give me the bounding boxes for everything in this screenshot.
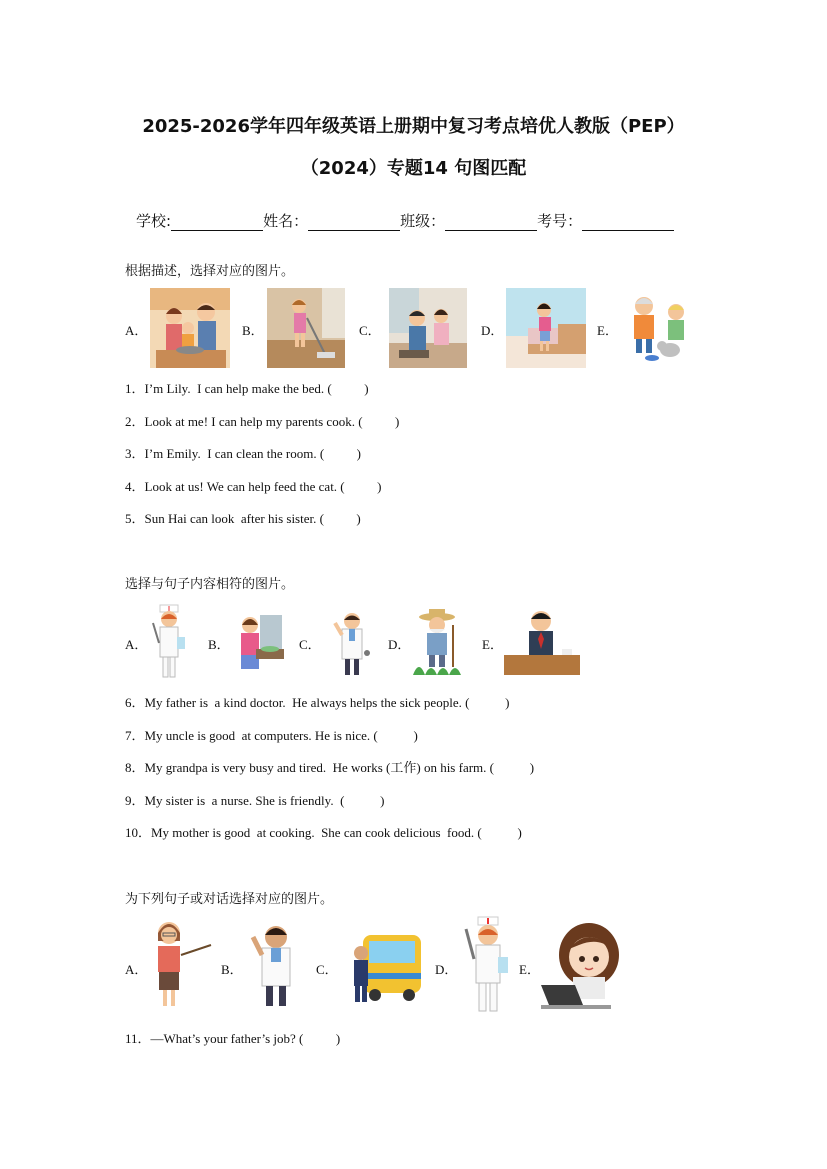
question-7: 7．My uncle is good at computers. He is nice. ( ) <box>125 728 418 743</box>
number-label: 考号： <box>537 212 583 230</box>
doctor-picture <box>329 609 375 677</box>
nurse-picture <box>147 603 193 681</box>
title-line-2: （2024）专题14 句图匹配 <box>300 158 527 179</box>
section1-instruction: 根据描述，选择对应的图片。 <box>125 264 295 279</box>
question-1: 1．I’m Lily. I can help make the bed. ( ) <box>125 381 369 396</box>
nurse-picture <box>458 915 516 1015</box>
section3-instruction: 为下列句子或对话选择对应的图片。 <box>125 892 334 907</box>
mother-cooking-picture <box>230 611 286 673</box>
girl-mopping-picture <box>267 288 345 368</box>
question-3: 3．I’m Emily. I can clean the room. ( ) <box>125 446 361 461</box>
option-a-label: A． <box>125 962 148 977</box>
question-4: 4．Look at us! We can help feed the cat. ( ) <box>125 479 382 494</box>
farmer-grandpa-picture <box>411 607 463 677</box>
office-worker-picture <box>539 919 621 1011</box>
name-blank[interactable] <box>308 214 400 231</box>
class-blank[interactable] <box>445 214 537 231</box>
question-2: 2．Look at me! I can help my parents cook. ( ) <box>125 414 400 429</box>
bus-driver-picture <box>347 929 423 1005</box>
question-9: 9．My sister is a nurse. She is friendly. ( ) <box>125 793 385 808</box>
option-c-label: C． <box>316 962 338 977</box>
question-10: 10．My mother is good at cooking. She can cook delicious food. ( ) <box>125 825 522 840</box>
option-b-label: B． <box>208 637 230 652</box>
question-6: 6．My father is a kind doctor. He always helps the sick people. ( ) <box>125 695 510 710</box>
school-blank[interactable] <box>171 214 263 231</box>
option-d-label: D． <box>435 962 458 977</box>
boy-with-sister-picture <box>389 288 467 368</box>
option-c-label: C． <box>359 323 381 338</box>
number-blank[interactable] <box>582 214 674 231</box>
section3-options <box>125 915 625 1015</box>
option-a-label: A． <box>125 637 148 652</box>
class-label: 班级： <box>400 212 446 230</box>
section1-options <box>125 288 705 378</box>
option-d-label: D． <box>388 637 411 652</box>
option-b-label: B． <box>221 962 243 977</box>
option-b-label: B． <box>242 323 264 338</box>
student-info <box>136 210 674 231</box>
option-a-label: A． <box>125 323 148 338</box>
question-5: 5．Sun Hai can look after his sister. ( ) <box>125 511 361 526</box>
title-line-1: 2025-2026学年四年级英语上册期中复习考点培优人教版（PEP） <box>142 116 685 137</box>
kids-feeding-cat-picture <box>622 288 694 364</box>
teacher-picture <box>145 915 215 1011</box>
family-cooking-picture <box>150 288 230 368</box>
question-11: 11．—What’s your father’s job? ( ) <box>125 1031 341 1046</box>
office-uncle-picture <box>504 605 580 679</box>
option-c-label: C． <box>299 637 321 652</box>
question-8: 8．My grandpa is very busy and tired. He works (工作) on his farm. ( ) <box>125 760 535 775</box>
school-label: 学校: <box>136 212 172 230</box>
option-d-label: D． <box>481 323 504 338</box>
section2-instruction: 选择与句子内容相符的图片。 <box>125 577 295 592</box>
doctor-picture <box>245 917 307 1009</box>
name-label: 姓名： <box>263 212 309 230</box>
section2-options <box>125 603 585 683</box>
option-e-label: E． <box>597 323 618 338</box>
option-e-label: E． <box>482 637 503 652</box>
girl-making-bed-picture <box>506 288 586 368</box>
option-e-label: E． <box>519 962 540 977</box>
